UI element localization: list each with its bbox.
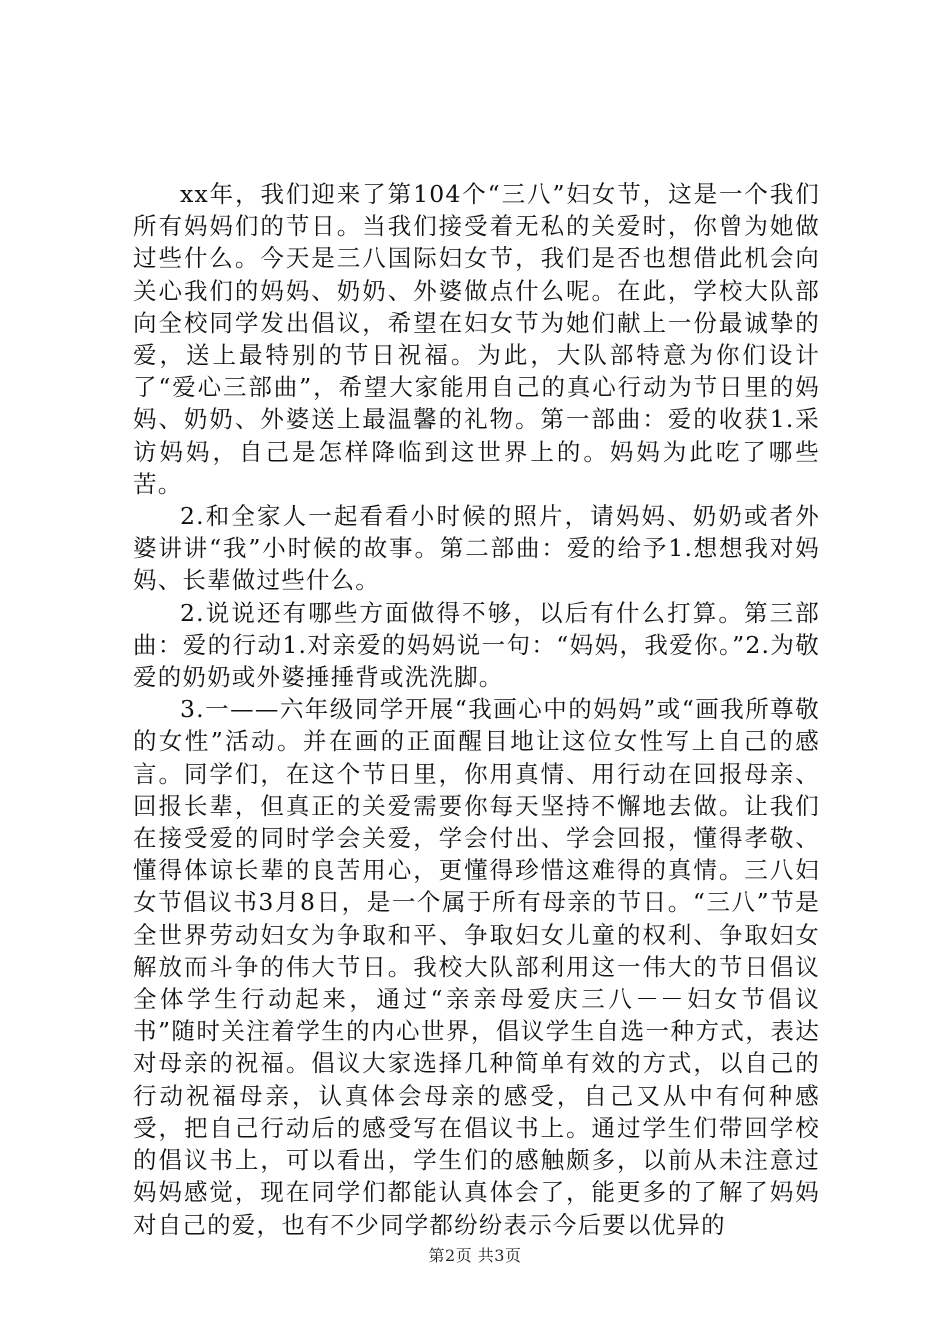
- paragraph-3: 2.说说还有哪些方面做得不够，以后有什么打算。第三部曲：爱的行动1.对亲爱的妈妈说一句：“妈妈，我爱你。”2.为敬爱的奶奶或外婆捶捶背或洗洗脚。: [133, 598, 820, 692]
- paragraph-2: 2.和全家人一起看看小时候的照片，请妈妈、奶奶或者外婆讲讲“我”小时候的故事。第二部曲：爱的给予1.想想我对妈妈、长辈做过些什么。: [133, 502, 820, 595]
- paragraph-4: 3.一——六年级同学开展“我画心中的妈妈”或“画我所尊敬的女性”活动。并在画的正面醒目地让这位女性写上自己的感言。同学们，在这个节日里，你用真情、用行动在回报母亲、回报长辈，但真正的关爱需要你每天坚持不懈地去做。让我们在接受爱的同时学会关爱，学会付出、学会回报，懂得孝敬、懂得体谅长辈的良苦用心，更懂得珍惜这难得的真情。三八妇女节倡议书3月8日，是一个属于所有母亲的节日。“三八”节是全世界劳动妇女为争取和平、争取妇女儿童的权利、争取妇女解放而斗争的伟大节日。我校大队部利用这一伟大的节日倡议全体学生行动起来，通过“亲亲母爱庆三八－－妇女节倡议书”随时关注着学生的内心世界，倡议学生自选一种方式，表达对母亲的祝福。倡议大家选择几种简单有效的方式，以自己的行动祝福母亲，认真体会母亲的感受，自己又从中有何种感受，把自己行动后的感受写在倡议书上。通过学生们带回学校的倡议书上，可以看出，学生们的感触颇多，以前从未注意过妈妈感觉，现在同学们都能认真体会了，能更多的了解了妈妈对自己的爱，也有不少同学都纷纷表示今后要以优异的: [133, 695, 820, 1239]
- paragraph-1: xx年，我们迎来了第104个“三八”妇女节，这是一个我们所有妈妈们的节日。当我们接受着无私的关爱时，你曾为她做过些什么。今天是三八国际妇女节，我们是否也想借此机会向关心我们的妈妈、奶奶、外婆做点什么呢。在此，学校大队部向全校同学发出倡议，希望在妇女节为她们献上一份最诚挚的爱，送上最特别的节日祝福。为此，大队部特意为你们设计了“爱心三部曲”，希望大家能用自己的真心行动为节日里的妈妈、奶奶、外婆送上最温馨的礼物。第一部曲：爱的收获1.采访妈妈，自己是怎样降临到这世界上的。妈妈为此吃了哪些苦。: [133, 180, 820, 498]
- document-body: [133, 178, 820, 1241]
- page-number-footer: 第2页 共3页: [428, 1246, 522, 1265]
